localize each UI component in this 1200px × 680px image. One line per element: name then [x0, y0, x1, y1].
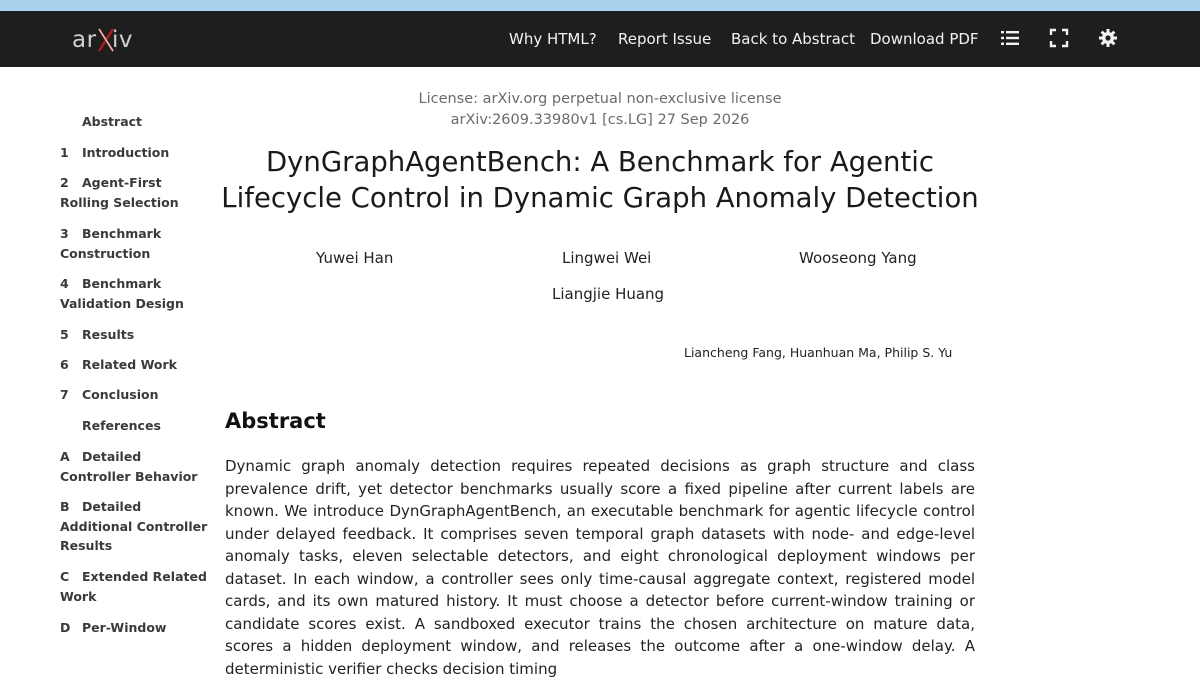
toc-item-number: 1 — [60, 145, 69, 160]
report-issue-link[interactable]: Report Issue — [618, 30, 712, 48]
toc-item-label: Abstract — [82, 114, 143, 129]
author-name: Liangjie Huang — [552, 285, 665, 303]
toc-item-label: Agent-First Rolling Selection — [60, 175, 179, 210]
toc-item-label: Per-Window — [82, 620, 167, 635]
top-navbar — [0, 11, 1200, 67]
browser-banner-strip — [0, 0, 1200, 11]
toc-item-detailed-additional-controller-results[interactable] — [60, 497, 210, 556]
download-pdf-link[interactable]: Download PDF — [870, 30, 979, 48]
arxiv-logo[interactable] — [72, 23, 142, 55]
svg-text:ar: ar — [72, 27, 97, 53]
author-name: Yuwei Han — [316, 249, 394, 267]
toc-item-number: 6 — [60, 357, 69, 372]
toc-item-benchmark-construction[interactable] — [60, 224, 210, 263]
toc-item-number: 7 — [60, 387, 69, 402]
paper-title — [200, 144, 1000, 216]
toc-item-related-work[interactable] — [60, 355, 210, 375]
paper-title-line: DynGraphAgentBench: A Benchmark for Agentic — [265, 146, 935, 178]
toc-item-number: 3 — [60, 226, 69, 241]
back-to-abstract-link[interactable]: Back to Abstract — [731, 30, 855, 48]
toc-item-agent-first-rolling-selection[interactable] — [60, 173, 210, 212]
toc-item-results[interactable] — [60, 325, 210, 345]
toc-item-label: Related Work — [82, 357, 177, 372]
toc-item-label: Introduction — [82, 145, 170, 160]
arxiv-identifier: arXiv:2609.33980v1 [cs.LG] 27 Sep 2026 — [450, 112, 750, 128]
toc-item-conclusion[interactable] — [60, 385, 210, 405]
license-line: License: arXiv.org perpetual non-exclusive license — [418, 91, 782, 107]
why-html-link[interactable]: Why HTML? — [509, 30, 597, 48]
author-name: Lingwei Wei — [562, 249, 652, 267]
toc-item-label: Detailed Additional Controller Results — [60, 499, 208, 553]
toc-item-number: C — [60, 569, 70, 584]
toc-item-label: Benchmark Construction — [60, 226, 162, 261]
toc-item-number: D — [60, 620, 71, 635]
toc-item-per-window[interactable] — [60, 618, 210, 638]
toc-item-label: References — [82, 418, 161, 433]
toc-item-number: 4 — [60, 276, 69, 291]
toc-item-label: Extended Related Work — [60, 569, 207, 604]
paper-title-line: Lifecycle Control in Dynamic Graph Anomaly Detection — [221, 182, 979, 214]
toc-item-label: Results — [82, 327, 135, 342]
toc-item-label: Benchmark Validation Design — [60, 276, 184, 311]
toc-item-number: A — [60, 449, 70, 464]
toc-item-number: B — [60, 499, 70, 514]
list-icon[interactable] — [1000, 28, 1020, 48]
toc-item-benchmark-validation-design[interactable] — [60, 274, 210, 313]
settings-icon[interactable] — [1098, 28, 1118, 48]
author-name: Wooseong Yang — [799, 249, 917, 267]
abstract-heading: Abstract — [225, 409, 326, 433]
fullscreen-icon[interactable] — [1049, 28, 1069, 48]
toc-item-introduction[interactable] — [60, 143, 210, 163]
toc-item-label: Conclusion — [82, 387, 159, 402]
toc-item-extended-related-work[interactable] — [60, 567, 210, 606]
toc-item-number: 2 — [60, 175, 69, 190]
additional-authors: Liancheng Fang, Huanhuan Ma, Philip S. Yu — [684, 345, 953, 360]
toc-item-label: Detailed Controller Behavior — [60, 449, 198, 484]
toc-item-number: 5 — [60, 327, 69, 342]
toc-item-references[interactable] — [60, 416, 210, 436]
svg-text:iv: iv — [112, 27, 134, 53]
abstract-text: Dynamic graph anomaly detection requires repeated decisions as graph structure and class prevalence drift, yet detector benchmarks usually score a fixed pipeline after current labels are known. We introduce DynGraphAgentBench, an executable benchmark for agentic lifecycle control under delayed feedback. It comprises seven temporal graph datasets with node- and edge-level anomaly tasks, eleven selectable detectors, and eight chronological deployment windows per dataset. In each window, a controller sees only time-causal aggregate context, registered model cards, and its own matured history. It must choose a detector before current-window training or candidate scores exist. A sandboxed executor trains the chosen architecture on mature data, scores a hidden deployment window, and releases the outcome after a one-window delay. A deterministic verifier checks decision timing — [225, 457, 975, 678]
toc-item-detailed-controller-behavior[interactable] — [60, 447, 210, 486]
